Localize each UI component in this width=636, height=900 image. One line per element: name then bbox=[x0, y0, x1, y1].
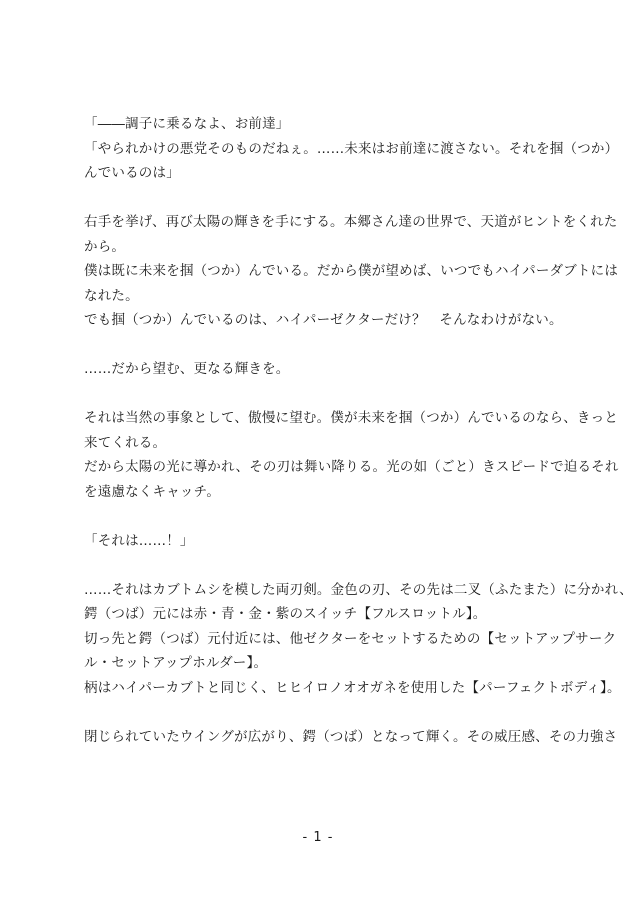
text-line: 切っ先と鍔（つば）元付近には、他ゼクターをセットするための【セットアップサーク bbox=[84, 630, 617, 647]
text-line: 「――調子に乗るなよ、お前達」 bbox=[84, 116, 290, 132]
text-line: でも掴（つか）んでいるのは、ハイパーゼクターだけ？ そんなわけがない。 bbox=[84, 312, 563, 328]
text-line: 閉じられていたウイングが広がり、鍔（つば）となって輝く。その威圧感、その力強さ bbox=[84, 728, 618, 745]
blank-line bbox=[84, 333, 564, 358]
text-line: だから太陽の光に導かれ、その刃は舞い降りる。光の如（ごと）きスピードで迫るそれ bbox=[84, 459, 619, 475]
blank-line bbox=[84, 186, 564, 211]
text-line: 「それは……！」 bbox=[84, 532, 194, 549]
text-line: から。 bbox=[84, 238, 126, 255]
text-line: を遠慮なくキャッチ。 bbox=[84, 483, 221, 500]
blank-line bbox=[84, 700, 564, 725]
blank-line bbox=[84, 382, 564, 407]
page-number: - 1 - bbox=[302, 830, 334, 845]
text-line: ル・セットアップホルダー】。 bbox=[84, 655, 268, 671]
blank-line bbox=[84, 504, 564, 529]
text-line: 僕は既に未来を掴（つか）んでいる。だから僕が望めば、いつでもハイパーダブトには bbox=[84, 263, 619, 279]
blank-line bbox=[84, 553, 564, 578]
text-line: 鍔（つば）元には赤・青・金・紫のスイッチ【フルスロットル】。 bbox=[84, 606, 487, 622]
text-line: 「やられかけの悪党そのものだねぇ。……未来はお前達に渡さない。それを掴（つか） bbox=[84, 140, 619, 157]
text-line: ……だから望む、更なる輝きを。 bbox=[84, 361, 290, 377]
text-line: 来てくれる。 bbox=[84, 434, 167, 451]
text-line: んでいるのは」 bbox=[84, 165, 180, 181]
text-line: なれた。 bbox=[84, 287, 139, 304]
body-text bbox=[84, 112, 633, 749]
text-line: 右手を挙げ、再び太陽の輝きを手にする。本郷さん達の世界で、天道がヒントをくれた bbox=[84, 214, 618, 230]
text-line: 柄はハイパーカブトと同じく、ヒヒイロノオオガネを使用した【パーフェクトボディ】。 bbox=[84, 679, 621, 696]
text-line: ……それはカブトムシを模した両刃剣。金色の刃、その先は二叉（ふたまた）に分かれ、 bbox=[84, 581, 633, 598]
text-line: それは当然の事象として、傲慢に望む。僕が未来を掴（つか）んでいるのなら、きっと bbox=[84, 410, 619, 426]
